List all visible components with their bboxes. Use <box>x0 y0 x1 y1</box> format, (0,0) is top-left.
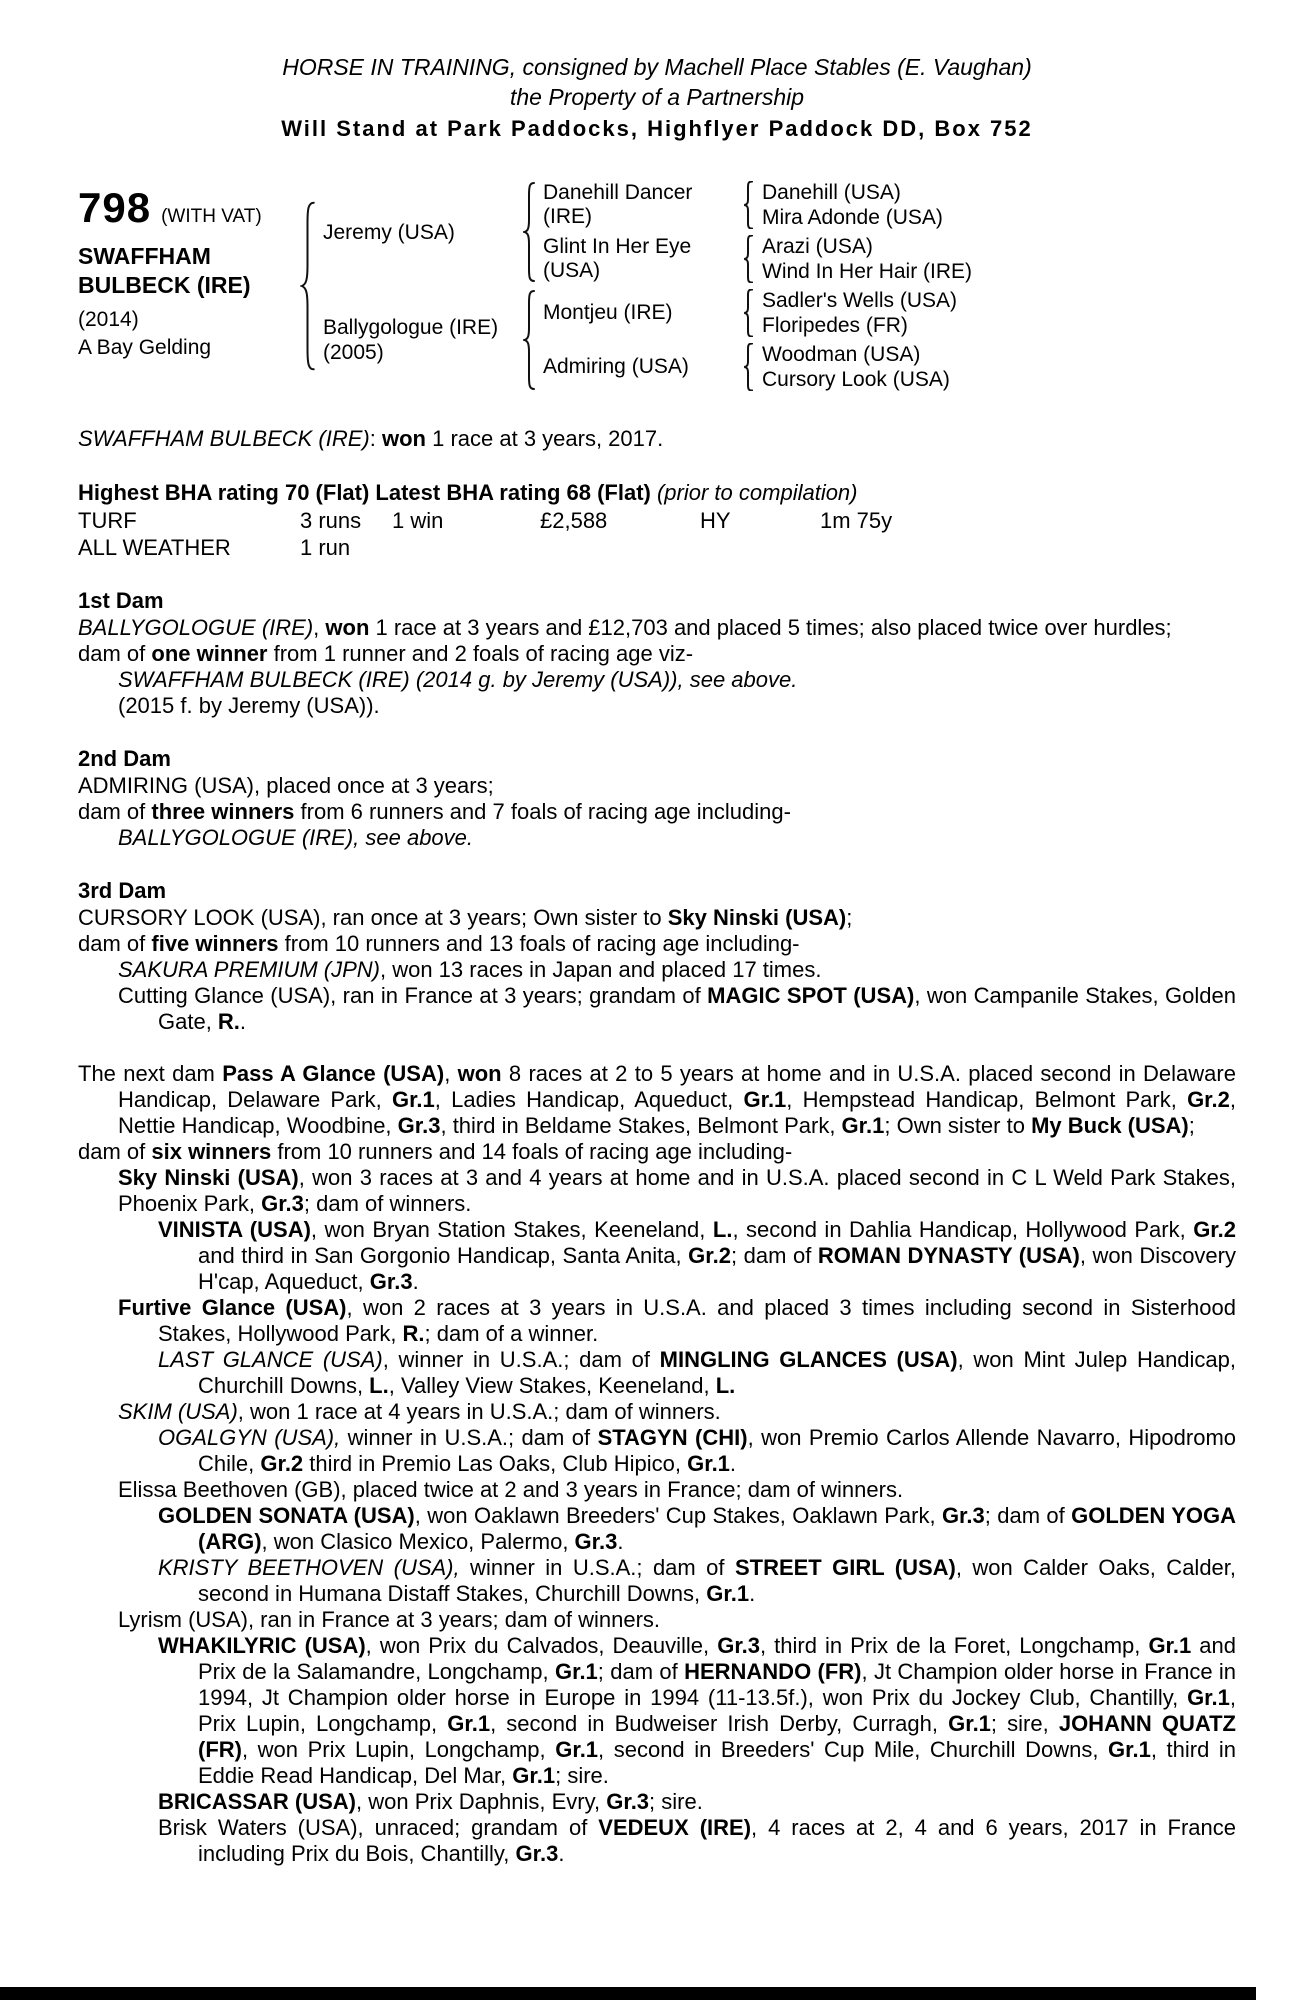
text-run: ; dam of <box>597 1659 685 1684</box>
text-run: My Buck (USA) <box>1031 1113 1189 1138</box>
pedigree-paragraph <box>78 931 1236 957</box>
text-run: , <box>444 1061 458 1086</box>
text-run: Sky Ninski (USA) <box>118 1165 299 1190</box>
text-run: STAGYN (CHI) <box>597 1425 748 1450</box>
text-run: BRICASSAR (USA) <box>158 1789 356 1814</box>
text-run: , second in Budweiser Irish Derby, Curragh, <box>490 1711 949 1736</box>
text-run: Gr.2 <box>1187 1087 1230 1112</box>
pedigree-brace-icon <box>743 235 753 283</box>
text-run: dam of <box>78 799 152 824</box>
stats-cell <box>392 534 540 561</box>
text-run: from 6 runners and 7 foals of racing age including- <box>294 799 791 824</box>
text-run: BALLYGOLOGUE (IRE), see above. <box>118 825 474 850</box>
pedigree-paragraph <box>78 1477 1236 1503</box>
text-run: ADMIRING (USA), placed once at 3 years; <box>78 773 494 798</box>
text-run: , won Prix Daphnis, Evry, <box>356 1789 607 1814</box>
text-run: three winners <box>151 799 295 824</box>
stats-cell: 3 runs <box>300 508 362 533</box>
text-run: The next dam <box>78 1061 223 1086</box>
text-run: Gr.1 <box>447 1711 491 1736</box>
text-run: R. <box>217 1009 240 1034</box>
text-run: Gr.3 <box>717 1633 761 1658</box>
stats-cell: HY <box>700 508 731 533</box>
text-run: Gr.1 <box>1108 1737 1151 1762</box>
dam-section <box>78 877 1236 1035</box>
dam-name: Ballygologue (IRE) (2005) <box>323 316 499 364</box>
horse-foaled-year: (2014) <box>78 308 139 331</box>
text-run: Gr.3 <box>397 1113 441 1138</box>
text-run: . <box>617 1529 624 1554</box>
text-run: Gr.1 <box>1148 1633 1192 1658</box>
pedigree-brace-icon <box>743 181 753 229</box>
text-run: , won 2 races at 3 years in U.S.A. and placed 3 times including second in Sisterhood Stakes, Hollywood Park, <box>158 1295 1236 1346</box>
text-run: R. <box>402 1321 425 1346</box>
text-run: Gr.3 <box>261 1191 304 1216</box>
text-run: WHAKILYRIC (USA) <box>158 1633 366 1658</box>
text-run: 1 race at 3 years and £12,703 and placed 5 times; also placed twice over hurdles; <box>369 615 1172 640</box>
ancestor-name: Mira Adonde (USA) <box>762 206 943 229</box>
text-run: . <box>729 1451 737 1476</box>
text-run: won <box>381 426 426 451</box>
text-run: Gr.1 <box>555 1737 599 1762</box>
text-run: , won Discovery H'cap, Aqueduct, <box>198 1243 1236 1294</box>
property-line: the Property of a Partnership <box>509 84 805 110</box>
stats-cell <box>820 534 1236 561</box>
text-run: , second in Breeders' Cup Mile, Churchill Downs, <box>598 1737 1109 1762</box>
text-run: Sky Ninski (USA) <box>667 905 847 930</box>
text-run: Gr.3 <box>941 1503 985 1528</box>
text-run: ; dam of winners. <box>303 1191 472 1216</box>
text-run: Cutting Glance (USA), ran in France at 3 years; grandam of <box>118 983 708 1008</box>
horse-description: A Bay Gelding <box>78 336 212 359</box>
text-run: Gr.1 <box>743 1087 787 1112</box>
text-run: winner in U.S.A.; dam of <box>459 1555 735 1580</box>
pedigree-paragraph <box>78 615 1236 641</box>
text-run: Elissa Beethoven (GB), placed twice at 2 and 3 years in France; dam of winners. <box>118 1477 904 1502</box>
text-run: VEDEUX (IRE) <box>598 1815 752 1840</box>
text-run: SWAFFHAM BULBECK (IRE) (2014 g. by Jeremy (USA)), see above. <box>118 667 798 692</box>
text-run: , won Bryan Station Stakes, Keeneland, <box>310 1217 713 1242</box>
text-run: , second in Dahlia Handicap, Hollywood Park, <box>732 1217 1194 1242</box>
text-run: L. <box>715 1373 736 1398</box>
text-run: (2015 f. by Jeremy (USA)). <box>118 693 380 718</box>
text-run: GOLDEN SONATA (USA) <box>158 1503 415 1528</box>
text-run: dam of <box>78 931 152 956</box>
text-run: , won Premio Carlos Allende Navarro, Hipodromo Chile, <box>198 1425 1237 1476</box>
pedigree-paragraph <box>78 799 1236 825</box>
dam-branch <box>315 286 1236 394</box>
text-run: Gr.2 <box>688 1243 731 1268</box>
vat-note: (WITH VAT) <box>161 206 262 227</box>
stats-cell <box>700 534 820 561</box>
text-run: MINGLING GLANCES (USA) <box>659 1347 958 1372</box>
text-run: Gr.1 <box>512 1763 556 1788</box>
pedigree-tree <box>315 178 1236 394</box>
ancestor-name: Cursory Look (USA) <box>762 368 950 391</box>
text-run: , <box>313 615 326 640</box>
text-run: JOHANN QUATZ (FR) <box>198 1711 1236 1762</box>
text-run: MAGIC SPOT (USA) <box>707 983 915 1008</box>
text-run: dam of <box>78 1139 152 1164</box>
text-run: 8 races at 2 to 5 years at home and in U.S.A. placed second in Delaware Handicap, Delaware Park, <box>118 1061 1236 1112</box>
text-run: ; sire, <box>990 1711 1059 1736</box>
text-run: 1 race at 3 years, 2017. <box>425 426 664 451</box>
dam-dam-name: Admiring (USA) <box>543 355 689 378</box>
text-run: (prior to compilation) <box>656 480 858 505</box>
ancestor-name: Sadler's Wells (USA) <box>762 289 957 312</box>
pedigree-paragraph <box>78 1139 1236 1165</box>
text-run: Gr.3 <box>606 1789 650 1814</box>
text-run: ; sire. <box>555 1763 609 1788</box>
text-run: Gr.2 <box>260 1451 304 1476</box>
bha-rating-line <box>78 480 1236 506</box>
text-run: STREET GIRL (USA) <box>734 1555 956 1580</box>
dam-parents <box>535 286 1236 394</box>
text-run: Gr.3 <box>574 1529 618 1554</box>
text-run: , winner in U.S.A.; dam of <box>382 1347 660 1372</box>
text-run: Gr.1 <box>1187 1685 1230 1710</box>
text-run: from 10 runners and 13 foals of racing age including- <box>278 931 800 956</box>
pedigree-brace-icon <box>523 182 535 282</box>
pedigree-paragraph <box>78 1789 1236 1815</box>
sire-dam-name: Glint In Her Eye (USA) <box>543 235 692 282</box>
text-run: . <box>749 1581 756 1606</box>
text-run: SAKURA PREMIUM (JPN) <box>118 957 380 982</box>
pedigree-brace-icon <box>300 201 315 371</box>
text-run: , Hempstead Handicap, Belmont Park, <box>786 1087 1188 1112</box>
text-run: Highest BHA rating 70 (Flat) Latest BHA rating 68 (Flat) <box>78 480 657 505</box>
text-run: VINISTA (USA) <box>158 1217 311 1242</box>
dam-section <box>78 745 1236 851</box>
text-run: , Prix Lupin, Longchamp, <box>198 1685 1236 1736</box>
text-run: , won Clasico Mexico, Palermo, <box>261 1529 575 1554</box>
pedigree-brace-icon <box>743 343 753 391</box>
text-run: Pass A Glance (USA) <box>222 1061 445 1086</box>
text-run: ; dam of a winner. <box>424 1321 599 1346</box>
pedigree-paragraph <box>78 1555 1236 1607</box>
text-run: ; sire. <box>649 1789 703 1814</box>
stats-cell: 1 run <box>300 535 351 560</box>
stats-cell: £2,588 <box>540 508 608 533</box>
sire-dam-parents <box>753 234 1236 284</box>
text-run: ; <box>1188 1113 1195 1138</box>
stats-cell: ALL WEATHER <box>78 535 231 560</box>
section-heading: 1st Dam <box>78 588 164 613</box>
text-run: : <box>369 426 382 451</box>
pedigree-paragraph <box>78 1217 1236 1295</box>
ancestor-name: Woodman (USA) <box>762 343 921 366</box>
pedigree-paragraph <box>78 1633 1236 1789</box>
stats-row <box>78 534 1236 561</box>
text-run: , won 13 races in Japan and placed 17 times. <box>379 957 822 982</box>
text-run: and Prix de la Salamandre, Longchamp, <box>198 1633 1236 1684</box>
text-run: BALLYGOLOGUE (IRE) <box>78 615 314 640</box>
consignor-line: HORSE IN TRAINING, consigned by Machell Place Stables (E. Vaughan) <box>282 54 1032 80</box>
text-run: HERNANDO (FR) <box>684 1659 862 1684</box>
text-run: , won 1 race at 4 years in U.S.A.; dam of winners. <box>237 1399 721 1424</box>
text-run: , won Prix Lupin, Longchamp, <box>241 1737 556 1762</box>
text-run: SWAFFHAM BULBECK (IRE) <box>78 426 370 451</box>
pedigree-brace-icon <box>743 289 753 337</box>
text-run: L. <box>712 1217 733 1242</box>
stats-table <box>78 507 1236 561</box>
pedigree-paragraph <box>78 1815 1236 1867</box>
page-bottom-edge <box>0 1987 1256 2000</box>
text-run: . <box>558 1841 565 1866</box>
text-run: Gr.1 <box>391 1087 435 1112</box>
text-run: ROMAN DYNASTY (USA) <box>817 1243 1080 1268</box>
pedigree-paragraph <box>78 1399 1236 1425</box>
text-run: , won Campanile Stakes, Golden Gate, <box>158 983 1236 1034</box>
pedigree-paragraph <box>78 1295 1236 1347</box>
text-run: Gr.1 <box>554 1659 598 1684</box>
text-run: , Ladies Handicap, Aqueduct, <box>434 1087 744 1112</box>
text-run: , won Prix du Calvados, Deauville, <box>365 1633 718 1658</box>
stats-cell: 1 win <box>392 508 444 533</box>
pedigree-paragraph <box>78 693 1236 719</box>
pedigree-paragraph <box>78 667 1236 693</box>
text-run: , won Calder Oaks, Calder, second in Humana Distaff Stakes, Churchill Downs, <box>198 1555 1237 1606</box>
stats-cell: 1m 75y <box>820 508 893 533</box>
text-run: ; dam of <box>730 1243 818 1268</box>
text-run: CURSORY LOOK (USA), ran once at 3 years; Own sister to <box>78 905 668 930</box>
text-run: . <box>412 1269 419 1294</box>
text-run: L. <box>369 1373 389 1398</box>
pedigree-paragraph <box>78 773 1236 799</box>
pedigree-paragraph <box>78 905 1236 931</box>
text-run: LAST GLANCE (USA) <box>158 1347 383 1372</box>
text-run: from 10 runners and 14 foals of racing age including- <box>271 1139 793 1164</box>
pedigree-paragraph <box>78 1347 1236 1399</box>
text-run: from 1 runner and 2 foals of racing age viz- <box>267 641 694 666</box>
text-run: SKIM (USA) <box>118 1399 238 1424</box>
sire-sire-group <box>535 178 1236 232</box>
text-run: Gr.2 <box>1193 1217 1236 1242</box>
text-run: Gr.1 <box>706 1581 750 1606</box>
text-run: one winner <box>151 641 268 666</box>
stats-cell: TURF <box>78 508 137 533</box>
pedigree-paragraph <box>78 957 1236 983</box>
text-run: Gr.1 <box>841 1113 885 1138</box>
dam-section <box>78 587 1236 719</box>
location-line: Will Stand at Park Paddocks, Highflyer Paddock DD, Box 752 <box>281 116 1033 141</box>
dam-sire-group <box>535 286 1236 340</box>
text-run: , 4 races at 2, 4 and 6 years, 2017 in France including Prix du Bois, Chantilly, <box>198 1815 1236 1866</box>
race-record-summary <box>78 426 1236 452</box>
pedigree-block <box>78 178 1236 394</box>
text-run: and third in San Gorgonio Handicap, Santa Anita, <box>198 1243 689 1268</box>
text-run: , Jt Champion older horse in France in 1994, Jt Champion older horse in Europe in 1994 (11-13.5f.), won Prix du Jockey Club, Chantilly, <box>198 1659 1237 1710</box>
text-run: ; Own sister to <box>884 1113 1032 1138</box>
stats-row <box>78 507 1236 534</box>
sire-dam-group <box>535 232 1236 286</box>
text-run: six winners <box>151 1139 272 1164</box>
text-run: GOLDEN YOGA (ARG) <box>198 1503 1236 1554</box>
text-run: winner in U.S.A.; dam of <box>340 1425 598 1450</box>
text-run: ; <box>846 905 853 930</box>
text-run: Brisk Waters (USA), unraced; grandam of <box>158 1815 599 1840</box>
text-run: , won 3 races at 3 and 4 years at home and in U.S.A. placed second in C L Weld Park Stakes, Phoenix Park, <box>118 1165 1236 1216</box>
dam-section <box>78 1061 1236 1867</box>
text-run: dam of <box>78 641 152 666</box>
text-run: . <box>239 1009 247 1034</box>
sire-branch <box>315 178 1236 286</box>
pedigree-paragraph <box>78 1165 1236 1217</box>
lot-number: 798 <box>78 184 152 231</box>
sire-sire-name: Danehill Dancer (IRE) <box>543 181 693 228</box>
dam-sections <box>78 587 1236 1867</box>
text-run: , won Mint Julep Handicap, Churchill Downs, <box>198 1347 1237 1398</box>
dam-dam-group <box>535 340 1236 394</box>
text-run: ; dam of <box>984 1503 1072 1528</box>
pedigree-paragraph <box>78 983 1236 1035</box>
text-run: Gr.1 <box>948 1711 991 1736</box>
text-run: , Valley View Stakes, Keeneland, <box>388 1373 716 1398</box>
lot-info <box>78 178 300 360</box>
text-run: , third in Eddie Read Handicap, Del Mar, <box>198 1737 1237 1788</box>
text-run: Gr.3 <box>369 1269 413 1294</box>
ancestor-name: Arazi (USA) <box>762 235 873 258</box>
ancestor-name: Wind In Her Hair (IRE) <box>762 260 973 283</box>
sire-parents <box>535 178 1236 286</box>
text-run: five winners <box>151 931 279 956</box>
pedigree-paragraph <box>78 1607 1236 1633</box>
text-run: , Nettie Handicap, Woodbine, <box>118 1087 1236 1138</box>
sire-sire-parents <box>753 180 1236 230</box>
text-run: Gr.3 <box>515 1841 559 1866</box>
pedigree-paragraph <box>78 1061 1236 1139</box>
dam-sire-name: Montjeu (IRE) <box>543 301 673 324</box>
text-run: , third in Prix de la Foret, Longchamp, <box>760 1633 1149 1658</box>
stats-cell <box>540 534 700 561</box>
text-run: won <box>325 615 370 640</box>
text-run: , won Oaklawn Breeders' Cup Stakes, Oaklawn Park, <box>414 1503 942 1528</box>
text-run: won <box>457 1061 502 1086</box>
pedigree-paragraph <box>78 1425 1236 1477</box>
text-run: , third in Beldame Stakes, Belmont Park, <box>440 1113 842 1138</box>
horse-name: SWAFFHAM BULBECK (IRE) <box>78 243 251 298</box>
ancestor-name: Floripedes (FR) <box>762 314 908 337</box>
sire-name: Jeremy (USA) <box>323 220 455 244</box>
text-run: KRISTY BEETHOVEN (USA), <box>158 1555 460 1580</box>
pedigree-paragraph <box>78 1503 1236 1555</box>
lot-number-line <box>78 184 300 232</box>
ancestor-name: Danehill (USA) <box>762 181 901 204</box>
pedigree-paragraph <box>78 641 1236 667</box>
text-run: third in Premio Las Oaks, Club Hipico, <box>303 1451 688 1476</box>
dam-sire-parents <box>753 288 1236 338</box>
text-run: Gr.1 <box>687 1451 730 1476</box>
section-heading: 3rd Dam <box>78 878 167 903</box>
pedigree-brace-icon <box>523 290 535 390</box>
section-heading: 2nd Dam <box>78 746 171 771</box>
text-run: OGALGYN (USA), <box>158 1425 341 1450</box>
pedigree-paragraph <box>78 825 1236 851</box>
text-run: Lyrism (USA), ran in France at 3 years; dam of winners. <box>118 1607 661 1632</box>
dam-dam-parents <box>753 342 1236 392</box>
text-run: Furtive Glance (USA) <box>118 1295 347 1320</box>
